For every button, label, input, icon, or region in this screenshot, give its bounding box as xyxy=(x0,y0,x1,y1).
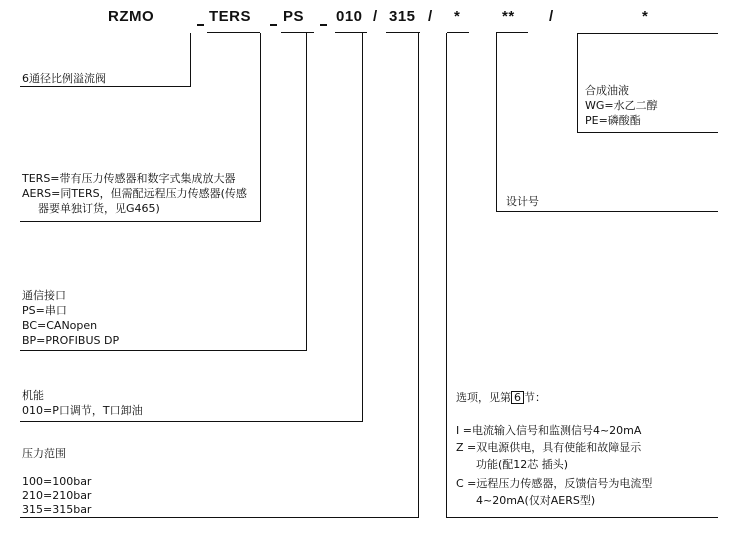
code-010: 010 xyxy=(336,8,363,25)
code-underline xyxy=(281,32,314,33)
options-title-prefix: 选项，见第 xyxy=(456,391,511,404)
function-option: 010=P口调节，T口卸油 xyxy=(22,404,143,417)
dash-separator xyxy=(320,24,327,26)
option-c-cont: 4~20mA(仅对AERS型) xyxy=(476,494,596,507)
leader-line-fluid xyxy=(577,132,718,133)
sensor-note: 器要单独订货，见G465) xyxy=(38,202,160,215)
option-z: Z =双电源供电，具有使能和故障显示 xyxy=(456,441,642,454)
leader-line-fluid xyxy=(577,33,718,34)
code-underline xyxy=(207,32,260,33)
interface-option: PS=串口 xyxy=(22,304,67,317)
code-underline xyxy=(496,32,528,33)
leader-line-interface xyxy=(306,33,307,350)
pressure-option: 100=100bar xyxy=(22,475,92,488)
function-title: 机能 xyxy=(22,389,44,402)
fluid-title: 合成油液 xyxy=(585,84,629,97)
sensor-option: TERS=带有压力传感器和数字式集成放大器 xyxy=(22,172,236,185)
code-star-design: ** xyxy=(502,8,515,25)
leader-line-fluid xyxy=(577,33,578,132)
leader-line-function xyxy=(362,33,363,421)
option-i: I =电流输入信号和监测信号4~20mA xyxy=(456,424,642,437)
code-slash: / xyxy=(549,8,554,25)
fluid-option: PE=磷酸酯 xyxy=(585,114,641,127)
section-number-box: 6 xyxy=(511,391,524,404)
options-title xyxy=(456,391,546,405)
option-c: C =远程压力传感器，反馈信号为电流型 xyxy=(456,477,653,490)
interface-option: BC=CANopen xyxy=(22,319,98,332)
leader-line-valve xyxy=(190,33,191,86)
options-title-suffix: 节： xyxy=(524,391,546,404)
code-ps: PS xyxy=(283,8,305,25)
leader-line-valve xyxy=(20,86,191,87)
valve-description: 6通径比例溢流阀 xyxy=(22,72,106,85)
design-number-label: 设计号 xyxy=(506,195,539,208)
dash-separator xyxy=(270,24,277,26)
leader-line-function xyxy=(20,421,363,422)
leader-line-pressure xyxy=(418,33,419,517)
leader-line-interface xyxy=(20,350,307,351)
sensor-option: AERS=同TERS，但需配远程压力传感器(传感 xyxy=(22,187,247,200)
code-underline xyxy=(447,32,469,33)
leader-line-design xyxy=(496,211,718,212)
code-slash: / xyxy=(428,8,433,25)
option-z-cont: 功能(配12芯 插头) xyxy=(476,458,569,471)
interface-title: 通信接口 xyxy=(22,289,66,302)
code-underline xyxy=(386,32,420,33)
code-ters: TERS xyxy=(209,8,252,25)
fluid-option: WG=水乙二醇 xyxy=(585,99,658,112)
code-315: 315 xyxy=(389,8,416,25)
leader-line-options xyxy=(446,33,447,517)
leader-line-pressure xyxy=(20,517,419,518)
leader-line-sensor xyxy=(260,33,261,221)
leader-line-sensor xyxy=(20,221,261,222)
dash-separator xyxy=(197,24,204,26)
pressure-title: 压力范围 xyxy=(22,447,66,460)
leader-line-design xyxy=(496,33,497,211)
leader-line-options xyxy=(446,517,718,518)
code-prefix: RZMO xyxy=(108,8,155,25)
interface-option: BP=PROFIBUS DP xyxy=(22,334,120,347)
pressure-option: 210=210bar xyxy=(22,489,92,502)
code-star-fluid: * xyxy=(642,8,649,25)
pressure-option: 315=315bar xyxy=(22,503,92,516)
code-slash: / xyxy=(373,8,378,25)
code-star-options: * xyxy=(454,8,461,25)
